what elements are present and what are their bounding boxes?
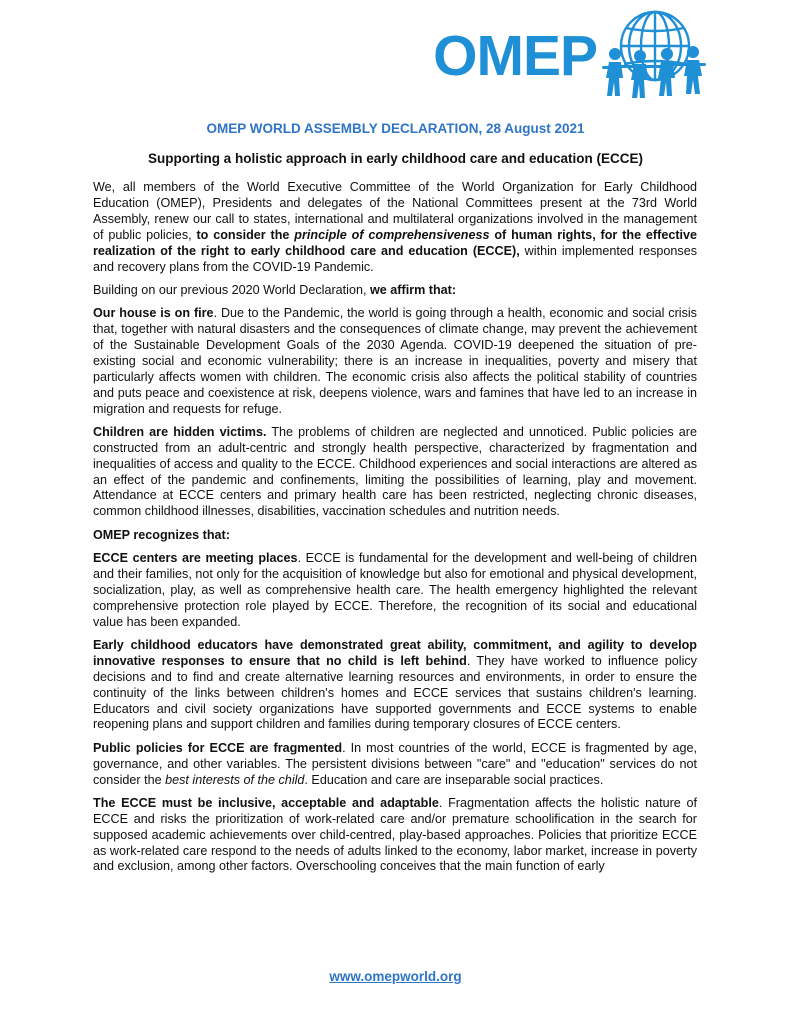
affirm-lead: we affirm that: xyxy=(370,282,457,297)
inclusive-ecce-heading: The ECCE must be inclusive, acceptable and adaptable xyxy=(93,795,439,810)
meeting-places-paragraph xyxy=(93,551,697,631)
hidden-victims-paragraph xyxy=(93,425,697,520)
intro-call-part1: to consider the xyxy=(196,227,295,242)
fragmented-policies-closing: . Education and care are inseparable social practices. xyxy=(304,772,604,787)
fragmented-policies-paragraph xyxy=(93,741,697,789)
affirm-paragraph xyxy=(93,283,697,299)
declaration-subtitle: Supporting a holistic approach in early childhood care and education (ECCE) xyxy=(147,151,644,166)
website-link[interactable]: www.omepworld.org xyxy=(329,969,462,984)
house-on-fire-heading: Our house is on fire xyxy=(93,306,214,321)
intro-call-principle: principle of comprehensiveness xyxy=(294,227,490,242)
educators-paragraph xyxy=(93,638,697,733)
meeting-places-heading: ECCE centers are meeting places xyxy=(93,550,298,565)
fragmented-policies-heading: Public policies for ECCE are fragmented xyxy=(93,740,343,755)
affirm-text: Building on our previous 2020 World Declaration, xyxy=(93,282,370,297)
hidden-victims-text: The problems of children are neglected and unnoticed. Public policies are constructed from an adult-centric and strongly health perspective, characterized by fragmentation and inequalities of access and quality to the ECCE. Childhood experiences and social interactions are altered as an effect of the pandemic and confinements, limiting the possibilities of learning, play and movement. Attendance at ECCE centers and primary health care has been restricted, neglecting chronic diseases, common childhood illnesses, disabilities, vaccination schedules and nutrition needs. xyxy=(93,424,697,519)
omep-logo xyxy=(407,6,707,102)
intro-call-part2: of human rights, for the effective realization of the right to early childhood care and education (ECCE), xyxy=(93,227,698,258)
educators-text: . They have worked to influence policy decisions and to find and create alternative learning resources and environments, in order to ensure the continuity of the links between children's homes and ECCE services that sustains children's learning. Educators and civil society organizations have supported governments and ECCE systems to enable reopening plans and support children and families during temporary closures of ECCE centers. xyxy=(93,653,697,732)
globe-with-children-holding-hands-icon xyxy=(599,8,707,100)
omep-recognizes-paragraph xyxy=(93,528,697,544)
educators-heading: Early childhood educators have demonstrated great ability, commitment, and agility to develop innovative responses to ensure that no child is left behind xyxy=(93,637,697,668)
logo-wordmark: OMEP xyxy=(433,23,597,88)
hidden-victims-heading: Children are hidden victims. xyxy=(93,424,267,439)
inclusive-ecce-text: . Fragmentation affects the holistic nature of ECCE and risks the prioritization of work-related care and/or premature schoolification in the search for supposed academic achievements over child-centred, play-based approaches. Policies that prioritize ECCE as work-related care respond to the needs of adults linked to the economy, labor market, increase in poverty and exclusion, among other factors. Overschooling conceives that the main function of early xyxy=(93,795,697,874)
house-on-fire-paragraph xyxy=(93,306,697,417)
declaration-title: OMEP WORLD ASSEMBLY DECLARATION, 28 August 2021 xyxy=(206,121,585,136)
intro-text: We, all members of the World Executive Committee of the World Organization for Early Childhood Education (OMEP), Presidents and delegates of the National Committees present at the 73rd World Assembly, renew our call to states, international and multilateral organizations involved in the management of public policies, xyxy=(93,180,697,242)
inclusive-ecce-paragraph xyxy=(93,796,697,876)
omep-recognizes-heading: OMEP recognizes that: xyxy=(93,527,230,542)
fragmented-policies-text: . In most countries of the world, ECCE is fragmented by age, governance, and other variables. The persistent divisions between "care" and "education" services do not consider the xyxy=(93,740,697,787)
page-footer xyxy=(0,969,791,984)
meeting-places-text: . ECCE is fundamental for the development and well-being of children and their families, not only for the acquisition of knowledge but also for emotional and physical development, socialization, play, as well as comprehensive health care. The health emergency highlighted the relevant comprehensive protection role played by ECCE. Therefore, the recognition of its social and educational value has been expanded. xyxy=(93,550,697,629)
intro-paragraph xyxy=(93,180,697,275)
house-on-fire-text: . Due to the Pandemic, the world is going through a health, economic and social crisis that, together with natural disasters and the consequences of climate change, may prevent the achievement of the Sustainable Development Goals of the 2030 Agenda. COVID-19 deepened the situation of pre-existing social and economic vulnerability; there is an increase in inequalities, poverty and misery that particularly affects women with children. The economic crisis also affects the political stability of countries and puts peace and coexistence at risk, deepens violence, wars and famines that have led to an increase in migration and requests for refuge. xyxy=(93,306,697,416)
declaration-body xyxy=(93,180,697,883)
intro-closing-text: within implemented responses and recovery plans from the COVID-19 Pandemic. xyxy=(93,243,697,274)
best-interests-phrase: best interests of the child xyxy=(165,772,305,787)
